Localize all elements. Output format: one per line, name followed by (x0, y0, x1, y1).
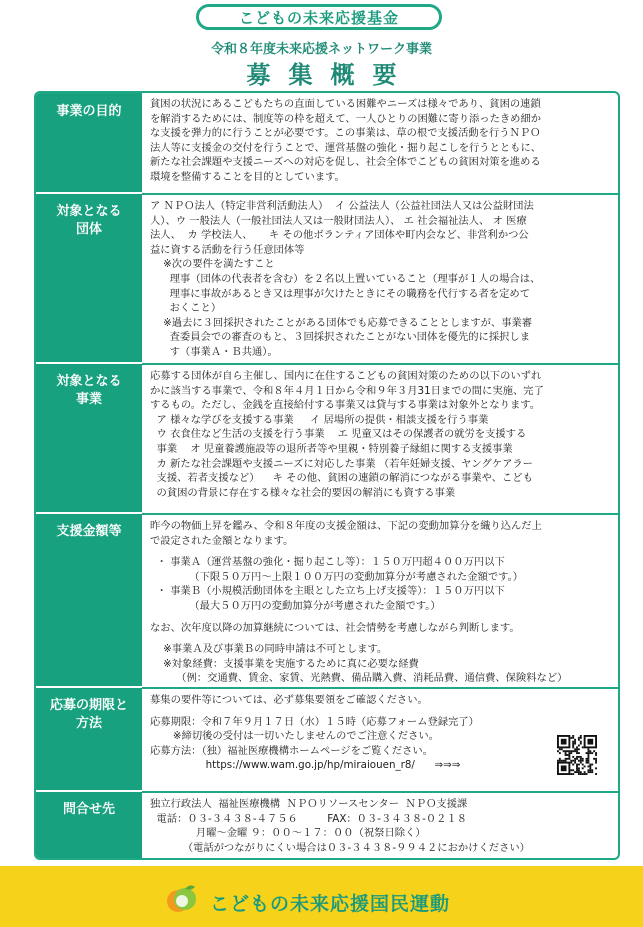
content-line: https://www.wam.go.jp/hp/miraiouen_r8/ ⇒⇒⇒ (150, 759, 461, 772)
section-purpose (36, 93, 618, 193)
section-label-line: 対象となる (56, 374, 122, 389)
content-line: ・ 事業Ａ（運営基盤の強化・掘り起こし等）：１５０万円超４００万円以下 (150, 556, 505, 569)
content-line: （例：交通費、賃金、家賃、光熱費、備品購入費、消耗品費、通信費、保険料など） (150, 672, 568, 685)
content-line: な支援を弾力的に行うことが必要です。この事業は、草の根で支援活動を行うＮＰＯ (150, 127, 541, 140)
label-separator (36, 362, 142, 364)
content-line: 電話：０３-３４３８-４７５６ FAX：０３-３４３８-０２１８ (150, 812, 468, 825)
content-line: 応募する団体が自ら主催し、国内に在住するこどもの貧困対策のための以下のいずれ (150, 370, 542, 382)
content-line (150, 614, 610, 621)
section-content (142, 363, 618, 513)
section-label-line: 事業 (75, 392, 102, 407)
content-line: で設定された金額となります。 (150, 534, 294, 547)
section-support-amount (36, 513, 618, 687)
section-label-line: 事業の目的 (56, 104, 122, 119)
content-line (150, 708, 610, 715)
section-label-line: 方法 (75, 716, 102, 731)
content-line: 法人等に支援金の交付を行うことで、運営基盤の強化・掘り起こしを行うとともに、 (150, 141, 542, 154)
content-line: 応募方法：（独）福祉医療機構ホームページをご覧ください。 (150, 744, 433, 757)
content-line: かに該当する事業で、令和８年４月１日から令和９年３月31日までの間に実施、完了 (150, 384, 544, 397)
section-content (142, 93, 618, 193)
content-line: す（事業Ａ・Ｂ共通）。 (150, 345, 278, 358)
content-line: おくこと） (150, 302, 222, 315)
label-separator (36, 790, 142, 792)
content-line: 理事（団体の代表者を含む）を２名以上置いていること（理事が１人の場合は、 (150, 272, 541, 285)
section-content (142, 791, 618, 860)
content-line (150, 548, 610, 555)
section-application-deadline (36, 687, 618, 791)
content-line: ※事業Ａ及び事業Ｂの同時申請は不可とします。 (150, 643, 388, 656)
label-separator (36, 512, 142, 514)
section-content (142, 193, 618, 363)
content-line: （電話がつながりにくい場合は０３-３４３８-９９４２におかけください） (150, 841, 530, 854)
content-line: （下限５０万円〜上限１００万円の変動加算分が考慮された金額です。） (150, 570, 524, 583)
content-line: 貧困の状況にあるこどもたちの直面している困難やニーズは様々であり、貧困の連鎖 (150, 98, 541, 110)
content-line: の貧困の背景に存在する様々な社会的要因の解消にも資する事業 (150, 486, 456, 499)
content-line: 環境を整備することを目的としています。 (150, 170, 345, 183)
section-label-line: 問合せ先 (62, 802, 115, 817)
section-label (36, 93, 142, 193)
label-separator (36, 686, 142, 688)
content-line: 募集の要件等については、必ず募集要領をご確認ください。 (150, 694, 428, 706)
section-label (36, 687, 142, 791)
content-line: するもの。ただし、金銭を直接給付する事業又は貸与する事業は対象外となります。 (150, 399, 541, 412)
section-label (36, 193, 142, 363)
content-line: 昨今の物価上昇を鑑み、令和８年度の支援金額は、下記の変動加算分を織り込んだ上 (150, 520, 542, 532)
fund-name: こどもの未来応援基金 (238, 8, 399, 27)
label-separator (36, 192, 142, 194)
qr-code-icon[interactable] (557, 735, 597, 775)
content-line: 益に資する活動を行う任意団体等 (150, 243, 305, 256)
content-line: ※締切後の受付は一切いたしませんのでご注意ください。 (150, 730, 439, 743)
section-contact (36, 791, 618, 860)
content-line: 事業 オ 児童養護施設等の退所者等や里親・特別養子縁組に関する支援事業 (150, 442, 513, 455)
content-line: なお、次年度以降の加算継続については、社会情勢を考慮しながら判断します。 (150, 621, 520, 634)
section-label-line: 対象となる (56, 204, 122, 219)
section-content (142, 513, 618, 687)
content-line: 人）、ウ 一般法人（一般社団法人又は一般財団法人）、 エ 社会福祉法人、 オ 医療 (150, 214, 527, 227)
content-line: 査委員会での審査のもと、３回採択されたことがない団体を優先的に採択しま (150, 331, 531, 344)
content-line: を解消するためには、制度等の枠を超えて、一人ひとりの困難に寄り添ったきめ細か (150, 112, 542, 125)
content-line: 理事に事故があるとき又は理事が欠けたときにその職務を代行する者を定めて (150, 287, 531, 300)
section-label-line: 団体 (75, 222, 102, 237)
content-line: ・ 事業Ｂ（小規模活動団体を主眼とした立ち上げ支援等）：１５０万円以下 (150, 585, 505, 598)
section-target-organizations (36, 193, 618, 363)
content-line: ※対象経費：支援事業を実施するために真に必要な経費 (150, 657, 419, 670)
program-subtitle: 令和８年度未来応援ネットワーク事業 (210, 42, 432, 57)
fund-name-pill (196, 4, 442, 30)
section-content (142, 687, 618, 791)
content-line: 月曜〜金曜 ９：００〜１７：００（祝祭日除く） (150, 827, 426, 840)
page-title: 募集概要 (246, 61, 415, 89)
section-label-line: 支援金額等 (56, 524, 122, 539)
content-line: 独立行政法人 福祉医療機構 ＮＰＯリソースセンター ＮＰＯ支援課 (150, 798, 468, 810)
content-line: ア ＮＰＯ法人（特定非営利活動法人） イ 公益法人（公益社団法人又は公益財団法 (150, 200, 534, 212)
content-line: ※次の要件を満たすこと (150, 258, 275, 271)
campaign-logo-icon (164, 883, 200, 915)
section-label (36, 791, 142, 860)
content-line: 法人、 カ 学校法人、 キ その他ボランティア団体や町内会など、非営利かつ公 (150, 229, 529, 242)
section-label-line: 応募の期限と (49, 698, 128, 713)
content-line (150, 635, 610, 642)
section-target-projects (36, 363, 618, 513)
section-label (36, 513, 142, 687)
content-line: ※過去に３回採択されたことがある団体でも応募できることとしますが、事業審 (150, 316, 533, 329)
campaign-name: こどもの未来応援国民運動 (210, 893, 451, 915)
content-line: （最大５０万円の変動加算分が考慮された金額です。） (150, 599, 441, 612)
content-line: ウ 衣食住など生活の支援を行う事業 エ 児童又はその保護者の就労を支援する (150, 428, 527, 441)
content-line: 応募期限：令和７年９月１７日（水）１５時（応募フォーム登録完了） (150, 715, 479, 728)
overview-table (34, 91, 620, 860)
content-line: ア 様々な学びを支援する事業 イ 居場所の提供・相談支援を行う事業 (150, 413, 489, 426)
content-line: 新たな社会課題や支援ニーズへの対応を促し、社会全体でこどもの貧困対策を進める (150, 156, 541, 169)
section-label (36, 363, 142, 513)
content-line: 支援、若者支援など） キ その他、貧困の連鎖の解消につながる事業や、こども (150, 472, 533, 485)
content-line: カ 新たな社会課題や支援ニーズに対応した事業 （若年妊婦支援、ヤングケアラー (150, 457, 533, 470)
